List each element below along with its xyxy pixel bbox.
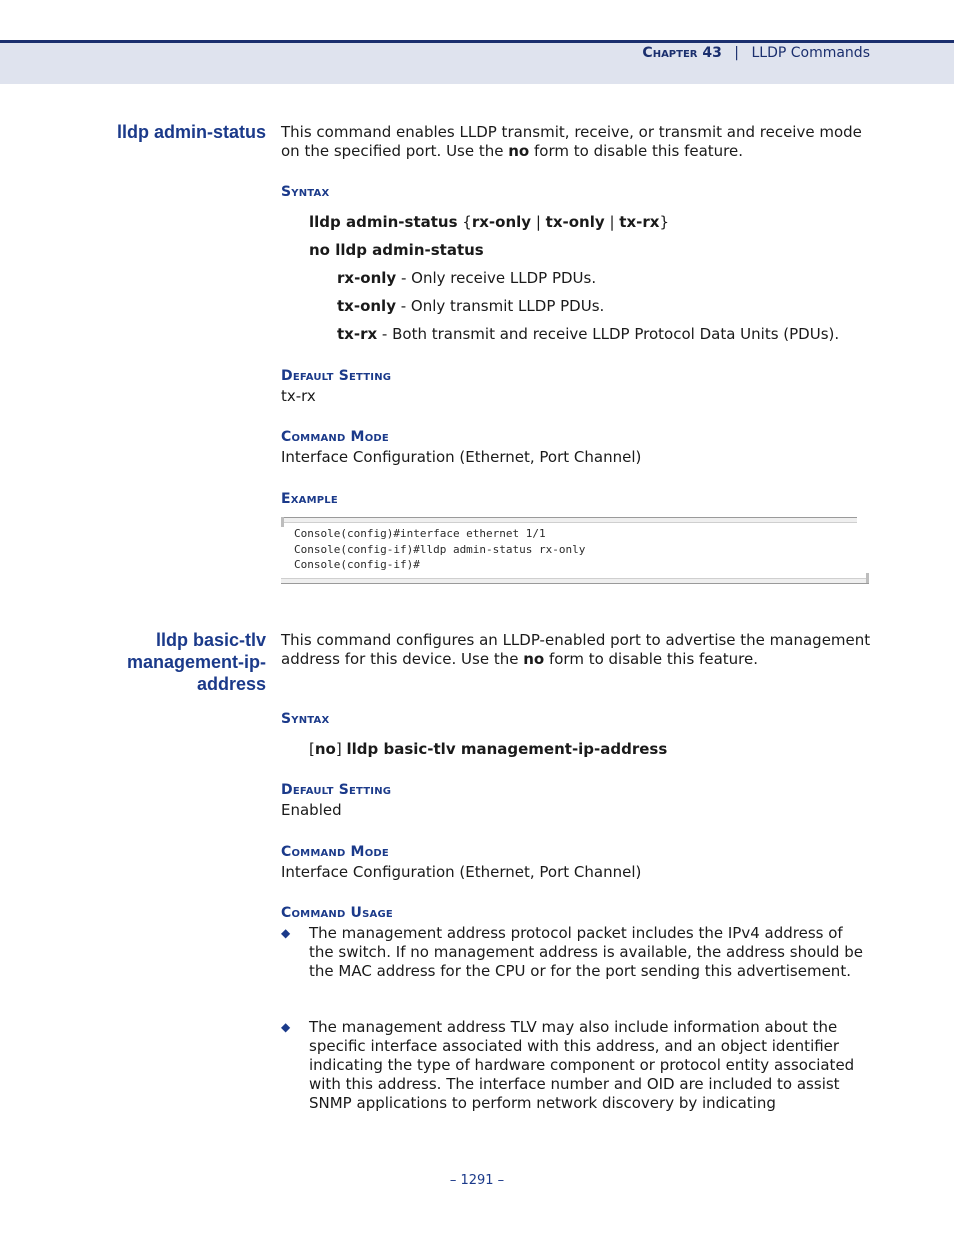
chapter-label: Chapter 43 bbox=[642, 45, 722, 61]
command-title-management-ip-address: lldp basic-tlv management-ip- address bbox=[126, 630, 266, 694]
command-mode-heading: Command Mode bbox=[281, 429, 389, 445]
syntax-line: lldp admin-status {rx-only | tx-only | tx-rx} bbox=[309, 213, 669, 231]
command-mode-value: Interface Configuration (Ethernet, Port Channel) bbox=[281, 448, 642, 466]
param-rx-only: rx-only - Only receive LLDP PDUs. bbox=[337, 269, 597, 287]
default-setting-value-2: Enabled bbox=[281, 801, 342, 819]
syntax-no-line: no lldp admin-status bbox=[309, 241, 484, 259]
param-tx-only: tx-only - Only transmit LLDP PDUs. bbox=[337, 297, 605, 315]
usage-item: The management address protocol packet includes the IPv4 address of the switch. If no management address is available, the address should be the MAC address for the CPU or for the port sending this advertisement. bbox=[309, 924, 863, 980]
syntax-line-2: [no] lldp basic-tlv management-ip-address bbox=[309, 740, 668, 758]
param-tx-rx: tx-rx - Both transmit and receive LLDP Protocol Data Units (PDUs). bbox=[337, 325, 840, 343]
command-mode-value-2: Interface Configuration (Ethernet, Port Channel) bbox=[281, 863, 642, 881]
command-mode-heading-2: Command Mode bbox=[281, 844, 389, 860]
section-name: LLDP Commands bbox=[751, 45, 870, 61]
syntax-heading: Syntax bbox=[281, 184, 330, 200]
management-ip-description: This command configures an LLDP-enabled port to advertise the management address for this device. Use the no form to disable this feature. bbox=[281, 631, 871, 668]
bullet-icon: ◆ bbox=[281, 1020, 291, 1034]
default-setting-heading: Default Setting bbox=[281, 368, 392, 384]
example-code: Console(config)#interface ethernet 1/1 Console(config-if)#lldp admin-status rx-only Console(config-if)# bbox=[294, 527, 586, 571]
syntax-heading-2: Syntax bbox=[281, 711, 330, 727]
command-usage-heading: Command Usage bbox=[281, 905, 393, 921]
example-heading: Example bbox=[281, 491, 338, 507]
bullet-icon: ◆ bbox=[281, 926, 291, 940]
running-header bbox=[642, 45, 870, 61]
usage-item: The management address TLV may also include information about the specific interface associated with this address, and an object identifier indicating the type of hardware component or protocol entity associated with this address. The interface number and OID are included to assist SNMP applications to perform network discovery by indicating bbox=[309, 1018, 855, 1112]
default-setting-value: tx-rx bbox=[281, 387, 316, 405]
example-code-box bbox=[281, 517, 869, 585]
admin-status-description: This command enables LLDP transmit, receive, or transmit and receive mode on the specified port. Use the no form to disable this feature. bbox=[281, 123, 862, 160]
page-number: – 1291 – bbox=[449, 1173, 505, 1188]
command-title-admin-status: lldp admin-status bbox=[116, 122, 266, 142]
header-rule bbox=[0, 40, 954, 43]
header-separator: | bbox=[734, 45, 740, 61]
default-setting-heading-2: Default Setting bbox=[281, 782, 392, 798]
